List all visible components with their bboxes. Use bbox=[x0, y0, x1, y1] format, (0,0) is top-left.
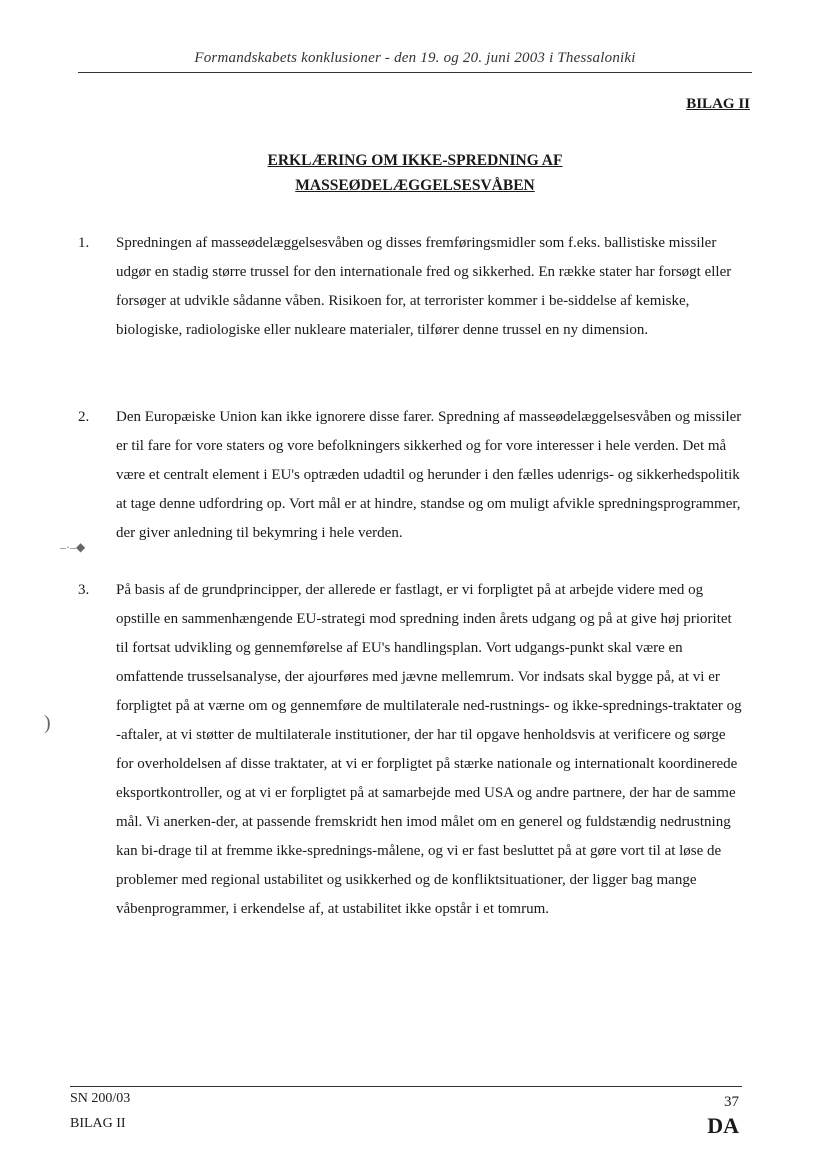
paragraph-text: Spredningen af masseødelæggelsesvåben og disses fremføringsmidler som f.eks. ballistiske missiler udgør en stadig større trussel for den internationale fred og sikkerhed. En række stater har forsøgt eller forsøger at udvikle sådanne våben. Risikoen for, at terrorister kommer i be-siddelse af kemiske, biologiske, radiologiske eller nukleare materialer, tilfører denne trussel en ny dimension. bbox=[116, 235, 732, 338]
footer-divider bbox=[70, 1086, 742, 1087]
document-title-line-1: ERKLÆRING OM IKKE-SPREDNING AF bbox=[267, 152, 563, 169]
scan-mark: ) bbox=[44, 712, 51, 734]
language-code: DA bbox=[707, 1113, 739, 1138]
document-reference: SN 200/03 bbox=[70, 1091, 131, 1106]
paragraph-3 bbox=[78, 576, 752, 924]
scan-mark: –·–◆ bbox=[60, 540, 86, 554]
footer-annex-label: BILAG II bbox=[70, 1116, 126, 1131]
paragraph-1 bbox=[78, 229, 752, 345]
paragraph-number: 2. bbox=[78, 409, 90, 425]
running-header: Formandskabets konklusioner - den 19. og 20. juni 2003 i Thessaloniki bbox=[194, 50, 636, 66]
paragraph-number: 1. bbox=[78, 235, 90, 251]
paragraph-text: På basis af de grundprincipper, der allerede er fastlagt, er vi forpligtet på at arbejde videre med og opstille en sammenhængende EU-strategi mod spredning inden årets udgang og på at give høj prioritet til fortsat udvikling og gennemførelse af EU's handlingsplan. Vort udgangs-punkt skal være en omfattende trusselsanalyse, der ajourføres med jævne mellemrum. Vor indsats skal bygge på, at vi er forpligtet på at værne om og gennemføre de multilaterale ned-rustnings- og ikke-sprednings-traktater og -aftaler, at vi støtter de multilaterale institutioner, der har til opgave henholdsvis at verificere og sørge for overholdelsen af disse traktater, at vi er forpligtet på stærke nationale og internationalt koordinerede eksportkontroller, og at vi er forpligtet på at samarbejde med USA og andre partnere, der har de samme mål. Vi anerken-der, at passende fremskridt hen imod målet om en generel og fuldstændig nedrustning kan bi-drage til at fremme ikke-sprednings-målene, og vi er fast besluttet på at gøre vort til at løse de problemer med regional ustabilitet og usikkerhed og de konfliktsituationer, der ligger bag mange våbenprogrammer, i erkendelse af, at ustabilitet ikke opstår i et tomrum. bbox=[116, 582, 742, 917]
page-number: 37 bbox=[724, 1094, 739, 1110]
annex-label: BILAG II bbox=[686, 96, 750, 112]
paragraph-2 bbox=[78, 403, 752, 548]
paragraph-text: Den Europæiske Union kan ikke ignorere disse farer. Spredning af masseødelæggelsesvåben og missiler er til fare for vore staters og vore befolkningers sikkerhed og for vore interesser i hele verden. Det må være et centralt element i EU's optræden udadtil og herunder i den fælles udenrigs- og sikkerhedspolitik at tage denne udfordring op. Vort mål er at hindre, standse og om muligt afvikle spredningsprogrammer, der giver anledning til bekymring i hele verden. bbox=[116, 409, 742, 541]
document-title bbox=[78, 148, 752, 198]
paragraph-number: 3. bbox=[78, 582, 90, 598]
header-divider bbox=[78, 72, 752, 73]
document-title-line-2: MASSEØDELÆGGELSESVÅBEN bbox=[295, 177, 535, 194]
